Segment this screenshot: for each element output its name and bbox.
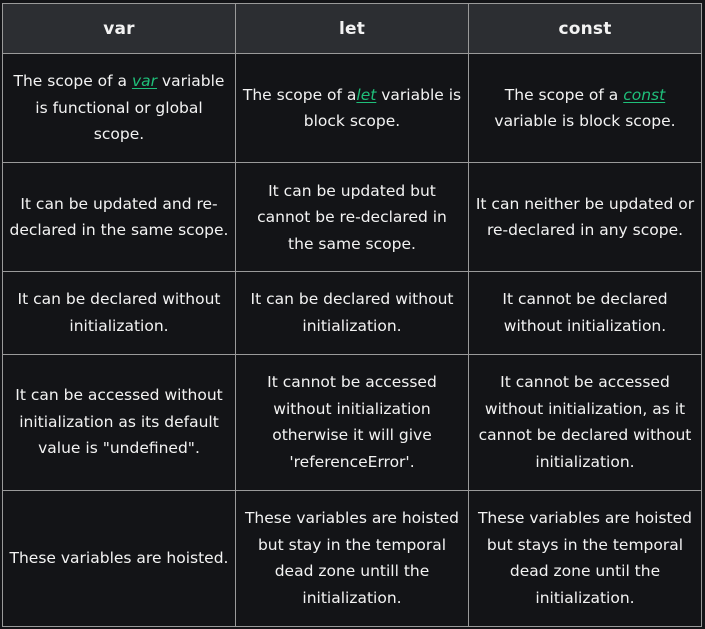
- header-const: const: [469, 4, 702, 54]
- cell-let-hoisting: These variables are hoisted but stay in the temporal dead zone untill the initialization.: [236, 490, 469, 626]
- table-row-access: [3, 354, 702, 490]
- cell-let-update: It can be updated but cannot be re-declared in the same scope.: [236, 163, 469, 272]
- keyword-var-link[interactable]: var: [131, 72, 157, 91]
- header-let: let: [236, 4, 469, 54]
- text-pre: The scope of a: [504, 85, 624, 104]
- cell-var-hoisting: These variables are hoisted.: [3, 490, 236, 626]
- cell-let-scope: [236, 54, 469, 163]
- cell-const-access: It cannot be accessed without initialization, as it cannot be declared without initialization.: [469, 354, 702, 490]
- cell-const-hoisting: These variables are hoisted but stays in the temporal dead zone until the initialization.: [469, 490, 702, 626]
- table-row-hoisting: [3, 490, 702, 626]
- table-row-scope: [3, 54, 702, 163]
- table-row-update: [3, 163, 702, 272]
- cell-var-scope: [3, 54, 236, 163]
- text-post: variable is block scope.: [494, 112, 676, 131]
- text-post: variable is block scope.: [303, 85, 462, 131]
- cell-const-update: It can neither be updated or re-declared in any scope.: [469, 163, 702, 272]
- keyword-const-link[interactable]: const: [623, 85, 666, 104]
- table-row-declaration: [3, 272, 702, 354]
- cell-var-access: It can be accessed without initialization as its default value is "undefined".: [3, 354, 236, 490]
- cell-var-update: It can be updated and re-declared in the same scope.: [3, 163, 236, 272]
- header-row: [3, 4, 702, 54]
- cell-var-declaration: It can be declared without initialization.: [3, 272, 236, 354]
- header-var: var: [3, 4, 236, 54]
- cell-let-declaration: It can be declared without initialization.: [236, 272, 469, 354]
- cell-const-declaration: It cannot be declared without initialization.: [469, 272, 702, 354]
- keyword-let-link[interactable]: let: [356, 85, 377, 104]
- comparison-table: [2, 3, 702, 627]
- cell-let-access: It cannot be accessed without initialization otherwise it will give 'referenceError'.: [236, 354, 469, 490]
- text-pre: The scope of a: [242, 85, 357, 104]
- text-post: variable is functional or global scope.: [35, 72, 225, 144]
- text-pre: The scope of a: [13, 72, 132, 91]
- cell-const-scope: [469, 54, 702, 163]
